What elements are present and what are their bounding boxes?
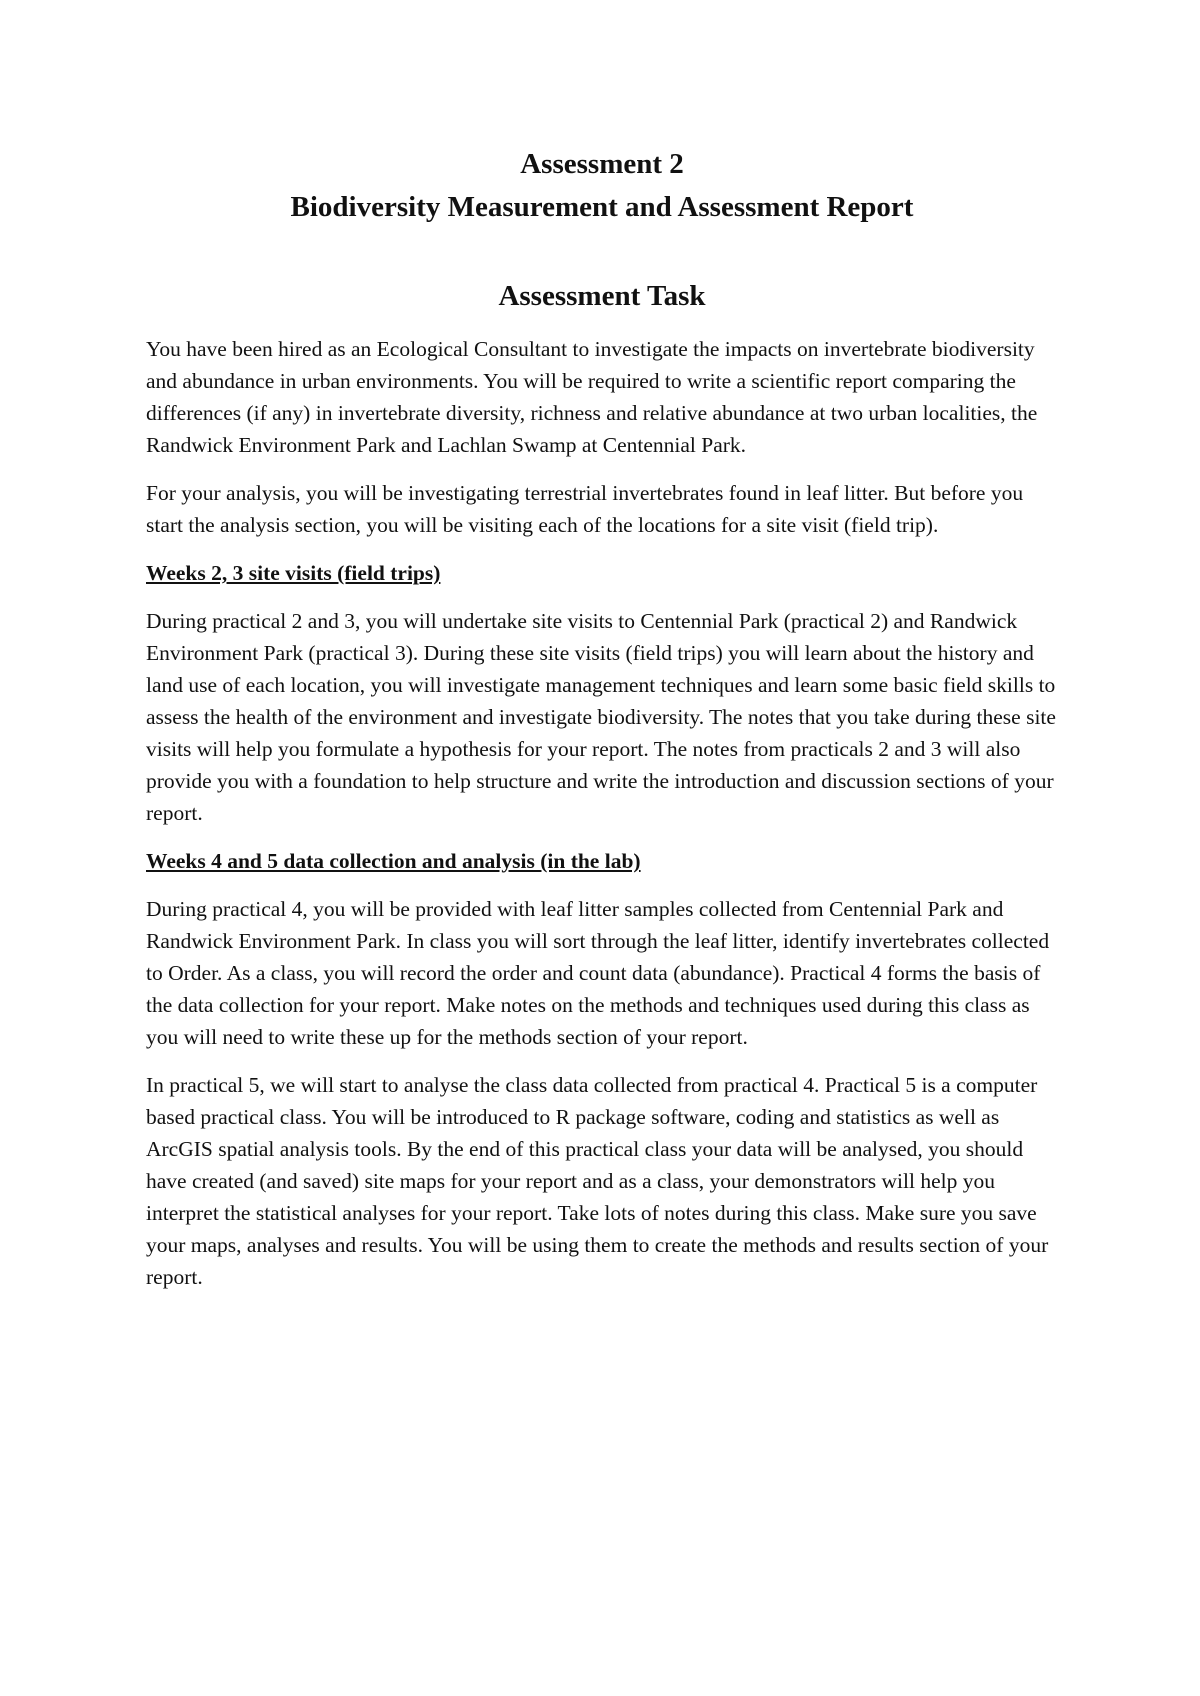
document-body <box>146 143 1058 1309</box>
assessment-task-heading: Assessment Task <box>498 280 706 312</box>
intro-paragraph-1: You have been hired as an Ecological Consultant to investigate the impacts on invertebrate biodiversity and abundance in urban environments. You will be required to write a scientific report comparing the differences (if any) in invertebrate diversity, richness and relative abundance at two urban localities, the Randwick Environment Park and Lachlan Swamp at Centennial Park. <box>146 337 1038 457</box>
data-collection-paragraph: During practical 4, you will be provided with leaf litter samples collected from Centennial Park and Randwick Environment Park. In class you will sort through the leaf litter, identify invertebrates collected to Order. As a class, you will record the order and count data (abundance). Practical 4 forms the basis of the data collection for your report. Make notes on the methods and techniques used during this class as you will need to write these up for the methods section of your report. <box>146 897 1050 1049</box>
section-heading-site-visits: Weeks 2, 3 site visits (field trips) <box>146 561 441 585</box>
section-heading-data-collection: Weeks 4 and 5 data collection and analysis (in the lab) <box>146 849 641 873</box>
title-line-assessment: Assessment 2 <box>520 148 684 180</box>
data-analysis-paragraph: In practical 5, we will start to analyse the class data collected from practical 4. Practical 5 is a computer based practical class. You will be introduced to R package software, coding and statistics as well as ArcGIS spatial analysis tools. By the end of this practical class your data will be analysed, you should have created (and saved) site maps for your report and as a class, your demonstrators will help you interpret the statistical analyses for your report. Take lots of notes during this class. Make sure you save your maps, analyses and results. You will be using them to create the methods and results section of your report. <box>146 1073 1049 1289</box>
title-line-report-name: Biodiversity Measurement and Assessment Report <box>290 191 914 223</box>
site-visits-paragraph: During practical 2 and 3, you will undertake site visits to Centennial Park (practical 2) and Randwick Environment Park (practical 3). During these site visits (field trips) you will learn about the history and land use of each location, you will investigate management techniques and learn some basic field skills to assess the health of the environment and investigate biodiversity. The notes that you take during these site visits will help you formulate a hypothesis for your report. The notes from practicals 2 and 3 will also provide you with a foundation to help structure and write the introduction and discussion sections of your report. <box>146 609 1056 825</box>
intro-paragraph-2: For your analysis, you will be investigating terrestrial invertebrates found in leaf litter. But before you start the analysis section, you will be visiting each of the locations for a site visit (field trip). <box>146 481 1024 537</box>
document-title <box>146 143 1058 229</box>
